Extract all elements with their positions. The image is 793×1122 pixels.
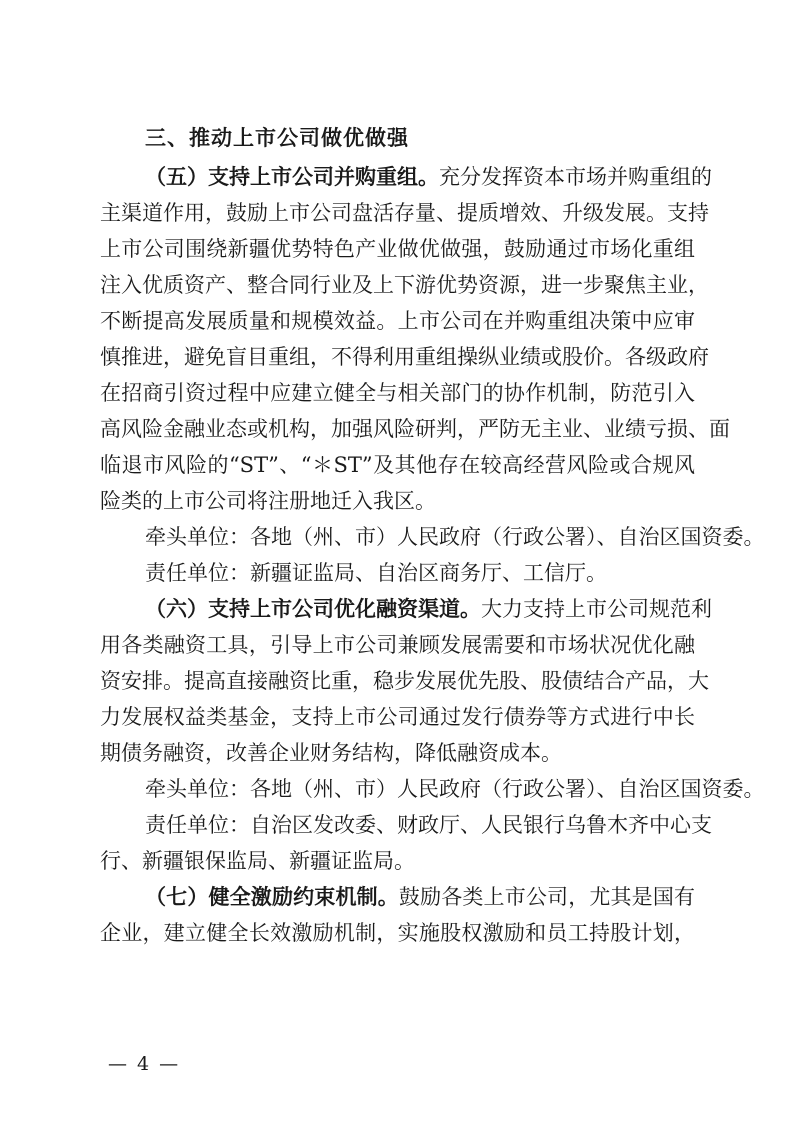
item5-line: 上市公司围绕新疆优势特色产业做优做强，鼓励通过市场化重组	[100, 237, 695, 261]
item5-line: 临退市风险的“ST”、“＊ST”及其他存在较高经营风险或合规风	[100, 453, 695, 477]
section-heading: 三、推动上市公司做优做强	[145, 126, 409, 150]
item5-line: 慎推进，避免盲目重组，不得利用重组操纵业绩或股价。各级政府	[100, 345, 709, 369]
item6-first-line-text: 大力支持上市公司规范利	[481, 597, 712, 621]
item6-first-line	[145, 593, 712, 625]
item6-line: 资安排。提高直接融资比重，稳步发展优先股、股债结合产品，大	[100, 669, 709, 693]
item5-line: 不断提高发展质量和规模效益。上市公司在并购重组决策中应审	[100, 309, 695, 333]
item5-line: 注入优质资产、整合同行业及上下游优势资源，进一步聚焦主业，	[100, 273, 709, 297]
item5-first-line-text: 充分发挥资本市场并购重组的	[439, 165, 712, 189]
item5-line: 在招商引资过程中应建立健全与相关部门的协作机制，防范引入	[100, 381, 695, 405]
page-number: — 4 —	[108, 1053, 181, 1075]
item7-title: （七）健全激励约束机制。	[145, 884, 399, 909]
item5-line: 险类的上市公司将注册地迁入我区。	[100, 489, 436, 513]
item6-line: 力发展权益类基金，支持上市公司通过发行债券等方式进行中长	[100, 705, 695, 729]
item5-title: （五）支持上市公司并购重组。	[145, 164, 439, 189]
item5-responsible-unit: 责任单位：新疆证监局、自治区商务厅、工信厅。	[145, 561, 607, 585]
item6-line: 用各类融资工具，引导上市公司兼顾发展需要和市场状况优化融	[100, 633, 695, 657]
item7-first-line-text: 鼓励各类上市公司，尤其是国有	[398, 885, 696, 909]
item7-line: 企业，建立健全长效激励机制，实施股权激励和员工持股计划，	[100, 921, 695, 945]
item6-title: （六）支持上市公司优化融资渠道。	[145, 596, 481, 621]
item5-line: 主渠道作用，鼓励上市公司盘活存量、提质增效、升级发展。支持	[100, 201, 709, 225]
item6-responsible-unit: 责任单位：自治区发改委、财政厅、人民银行乌鲁木齐中心支	[145, 813, 712, 837]
item6-line: 期债务融资，改善企业财务结构，降低融资成本。	[100, 741, 562, 765]
item7-first-line	[145, 881, 695, 913]
item5-line: 高风险金融业态或机构，加强风险研判，严防无主业、业绩亏损、面	[100, 417, 730, 441]
item6-responsible-unit-cont: 行、新疆银保监局、新疆证监局。	[100, 849, 415, 873]
item5-first-line	[145, 161, 712, 193]
item5-lead-unit: 牵头单位：各地（州、市）人民政府（行政公署）、自治区国资委。	[145, 525, 765, 549]
item6-lead-unit: 牵头单位：各地（州、市）人民政府（行政公署）、自治区国资委。	[145, 777, 765, 801]
